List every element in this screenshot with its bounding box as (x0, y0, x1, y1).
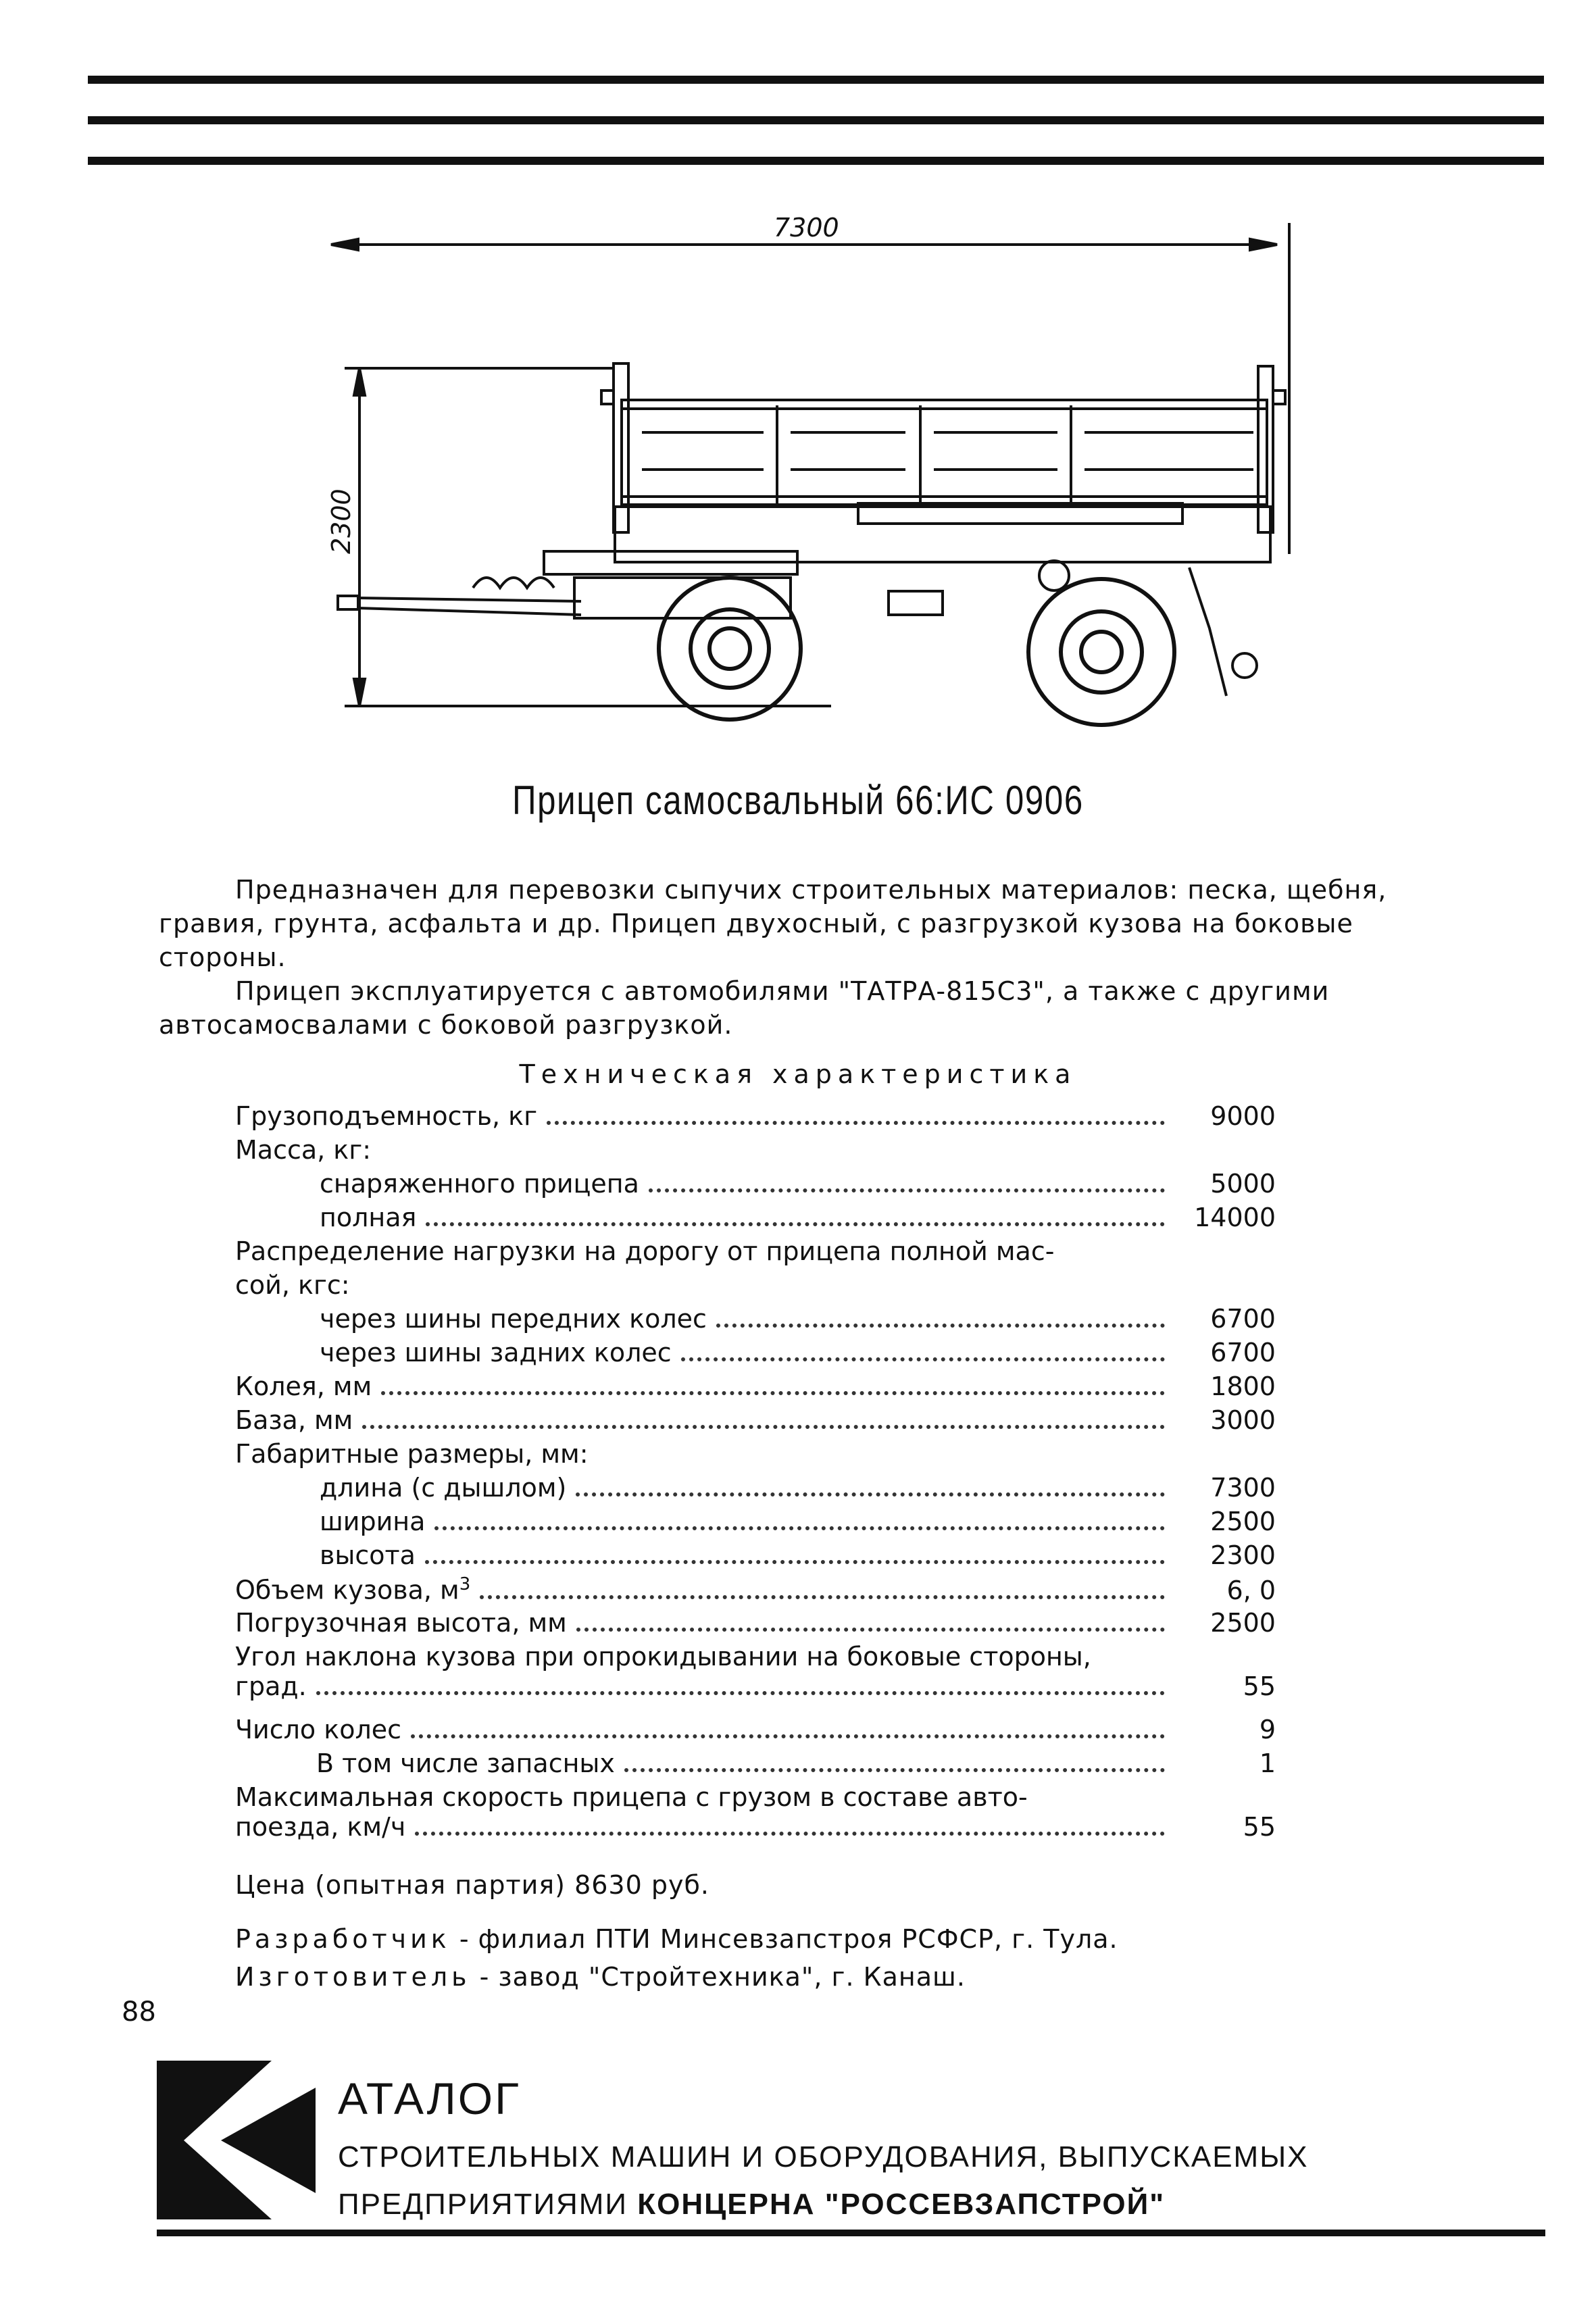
maker-key: Изготовитель (235, 1962, 471, 1992)
spec-row (235, 1642, 1276, 1671)
spec-row (235, 1135, 1276, 1169)
bottom-rule (157, 2230, 1545, 2236)
spec-row (235, 1304, 1276, 1338)
spec-row (235, 1473, 1276, 1507)
rear-wheel (1028, 579, 1174, 725)
page-title: Прицеп самосвальный 66:ИС 0906 (512, 778, 1084, 823)
spec-label: Распределение нагрузки на дорогу от прицепа полной мас- (235, 1236, 1055, 1266)
spec-row (235, 1749, 1276, 1782)
spec-label: через шины передних колес (320, 1304, 707, 1334)
spec-label: град. (235, 1671, 307, 1701)
spec-row (235, 1372, 1276, 1405)
spec-label: длина (с дышлом) (320, 1473, 567, 1503)
spec-label: через шины задних колес (320, 1338, 672, 1367)
spec-row (235, 1715, 1276, 1749)
catalog-k-logo (157, 2061, 316, 2219)
superscript: 3 (459, 1574, 471, 1594)
spec-row (235, 1671, 1276, 1715)
maker-text: - завод "Стройтехника", г. Канаш. (470, 1962, 966, 1992)
trailer-drawing (318, 203, 1331, 743)
spec-value: 2500 (1210, 1507, 1276, 1536)
spec-value: 55 (1243, 1812, 1276, 1842)
specs-table (235, 1101, 1276, 1846)
top-rule-1 (88, 76, 1544, 84)
spec-label: База, мм (235, 1405, 353, 1435)
spec-label: Колея, мм (235, 1372, 372, 1401)
specs-heading: Техническая характеристика (519, 1059, 1077, 1089)
description-line: стороны. (159, 942, 286, 972)
spec-value: 14000 (1194, 1203, 1276, 1232)
catalog-subtitle-line1: СТРОИТЕЛЬНЫХ МАШИН И ОБОРУДОВАНИЯ, ВЫПУСКАЕМЫХ (338, 2140, 1309, 2173)
developer-text: - филиал ПТИ Минсевзапстроя РСФСР, г. Тула. (450, 1924, 1118, 1954)
spec-row (235, 1338, 1276, 1372)
spec-label: Погрузочная высота, мм (235, 1608, 567, 1638)
spec-value: 6, 0 (1226, 1575, 1276, 1605)
spec-value: 1 (1259, 1749, 1276, 1778)
spec-label: Максимальная скорость прицепа с грузом в составе авто- (235, 1782, 1028, 1812)
spec-value: 6700 (1210, 1338, 1276, 1367)
catalog-subtitle-line2 (338, 2188, 1165, 2221)
spec-label: поезда, км/ч (235, 1812, 406, 1842)
spec-value: 5000 (1210, 1169, 1276, 1199)
height-dimension-label: 2300 (326, 488, 356, 554)
spec-value: 2300 (1210, 1540, 1276, 1570)
spec-value: 9 (1259, 1715, 1276, 1744)
spec-label: Число колес (235, 1715, 402, 1744)
description-line: Предназначен для перевозки сыпучих строительных материалов: песка, щебня, (235, 875, 1387, 905)
spec-value: 6700 (1210, 1304, 1276, 1334)
front-wheel (659, 578, 801, 720)
spec-value: 7300 (1210, 1473, 1276, 1503)
spec-row (235, 1812, 1276, 1846)
spec-row (235, 1608, 1276, 1642)
spec-row (235, 1782, 1276, 1812)
spec-value: 9000 (1210, 1101, 1276, 1131)
catalog-line2-plain: ПРЕДПРИЯТИЯМИ (338, 2188, 638, 2221)
spec-row (235, 1405, 1276, 1439)
length-dimension-label: 7300 (774, 213, 839, 243)
spec-row (235, 1169, 1276, 1203)
spec-label: Габаритные размеры, мм: (235, 1439, 589, 1469)
description-line: гравия, грунта, асфальта и др. Прицеп двухосный, с разгрузкой кузова на боковые (159, 909, 1353, 938)
catalog-line2-bold: КОНЦЕРНА "РОССЕВЗАПСТРОЙ" (637, 2188, 1166, 2221)
spec-value: 55 (1243, 1671, 1276, 1701)
trailer-body (622, 400, 1267, 505)
spec-row (235, 1439, 1276, 1473)
spec-label: Угол наклона кузова при опрокидывании на боковые стороны, (235, 1642, 1091, 1671)
page-number: 88 (122, 1996, 156, 2028)
description-line: автосамосвалами с боковой разгрузкой. (159, 1010, 733, 1040)
spec-value: 1800 (1210, 1372, 1276, 1401)
price-text: Цена (опытная партия) 8630 руб. (235, 1870, 709, 1900)
spec-label: Грузоподъемность, кг (235, 1101, 538, 1131)
spec-label: снаряженного прицепа (320, 1169, 639, 1199)
catalog-title: АТАЛОГ (338, 2073, 521, 2123)
spec-row (235, 1574, 1276, 1608)
spec-row (235, 1203, 1276, 1236)
spec-row (235, 1507, 1276, 1540)
spec-label: Масса, кг: (235, 1135, 372, 1165)
spec-label: Объем кузова, $м^3$ (235, 1574, 471, 1605)
spec-label: В том числе запасных (316, 1749, 615, 1778)
spec-label: высота (320, 1540, 416, 1570)
developer-line (235, 1924, 1118, 1954)
description-line: Прицеп эксплуатируется с автомобилями "ТАТРА-815С3", а также с другими (235, 976, 1330, 1006)
top-rule-3 (88, 157, 1544, 165)
spec-row (235, 1101, 1276, 1135)
spec-row (235, 1236, 1276, 1270)
maker-line (235, 1962, 966, 1992)
spec-label: ширина (320, 1507, 426, 1536)
spec-label: сой, кгс: (235, 1270, 350, 1300)
developer-key: Разработчик (235, 1924, 451, 1954)
spec-value: 3000 (1210, 1405, 1276, 1435)
spec-value: 2500 (1210, 1608, 1276, 1638)
top-rule-2 (88, 116, 1544, 124)
spec-row (235, 1270, 1276, 1304)
spec-label: полная (320, 1203, 417, 1232)
spec-row (235, 1540, 1276, 1574)
